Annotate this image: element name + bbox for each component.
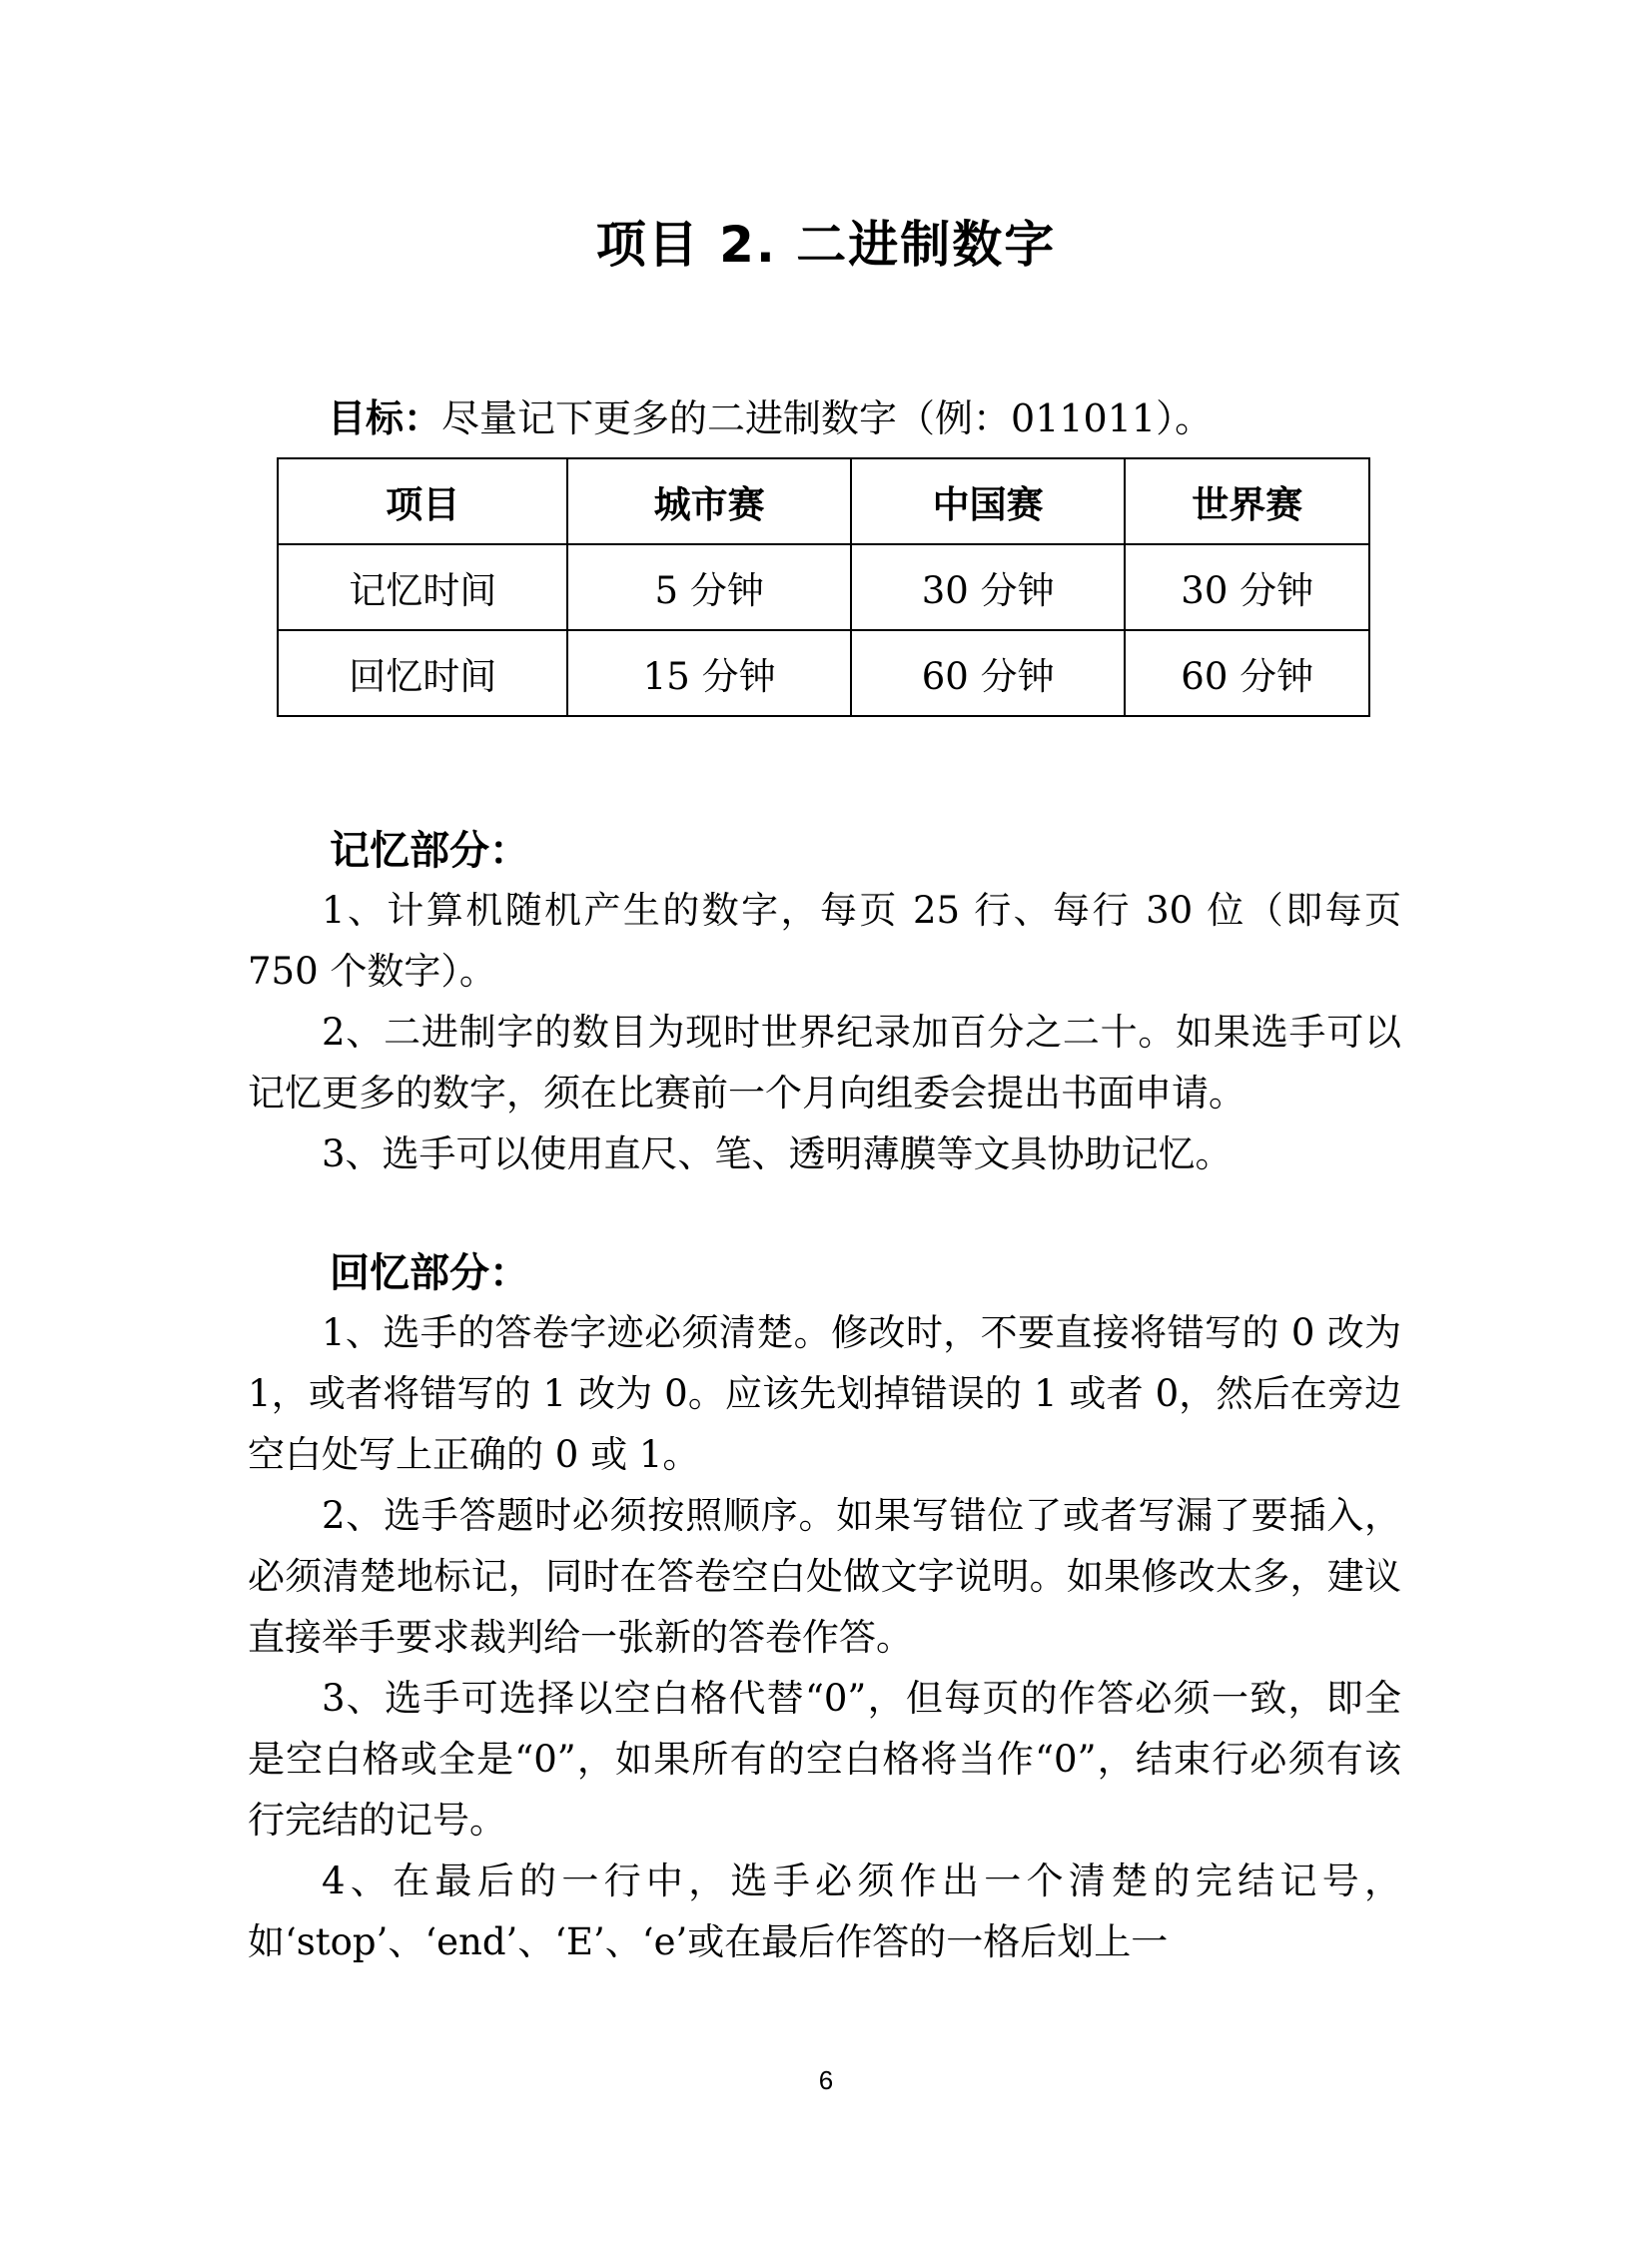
paragraph: 3、选手可选择以空白格代替“0”，但每页的作答必须一致，即全是空白格或全是“0”，如果所有的空白格将当作“0”，结束行必须有该行完结的记号。 [248, 1677, 1401, 1842]
page-number: 6 [818, 2065, 834, 2095]
table-row [278, 544, 1369, 630]
table-header-cell: 城市赛 [567, 458, 850, 544]
table-header-row [278, 458, 1369, 544]
time-table [277, 457, 1370, 717]
paragraph: 1、选手的答卷字迹必须清楚。修改时，不要直接将错写的 0 改为 1，或者将错写的 1 改为 0。应该先划掉错误的 1 或者 0，然后在旁边空白处写上正确的 0 或 1。 [248, 1311, 1401, 1476]
table-cell: 60 分钟 [851, 630, 1126, 716]
paragraph: 4、在最后的一行中，选手必须作出一个清楚的完结记号，如‘stop’、‘end’、‘E’、‘e’或在最后作答的一格后划上一 [248, 1860, 1401, 1963]
objective-text: 尽量记下更多的二进制数字（例：011011）。 [441, 396, 1214, 440]
table-header-cell: 中国赛 [851, 458, 1126, 544]
table-header-cell: 项目 [278, 458, 567, 544]
page-title: 项目 2. 二进制数字 [595, 216, 1057, 274]
memory-section-body [248, 880, 1401, 1184]
paragraph: 2、二进制字的数目为现时世界纪录加百分之二十。如果选手可以记忆更多的数字，须在比赛前一个月向组委会提出书面申请。 [248, 1011, 1401, 1115]
paragraph: 1、计算机随机产生的数字，每页 25 行、每行 30 位（即每页 750 个数字）。 [248, 889, 1401, 993]
table-row [278, 630, 1369, 716]
recall-section-heading: 回忆部分： [330, 1250, 529, 1296]
objective-label: 目标： [328, 396, 442, 440]
memory-section-heading: 记忆部分： [330, 828, 529, 874]
paragraph: 3、选手可以使用直尺、笔、透明薄膜等文具协助记忆。 [322, 1132, 1233, 1175]
table-cell: 15 分钟 [567, 630, 850, 716]
table-cell: 回忆时间 [278, 630, 567, 716]
table-cell: 记忆时间 [278, 544, 567, 630]
table-cell: 30 分钟 [851, 544, 1126, 630]
table-cell: 5 分钟 [567, 544, 850, 630]
table-header-cell: 世界赛 [1125, 458, 1369, 544]
table-cell: 30 分钟 [1125, 544, 1369, 630]
recall-section-body [248, 1302, 1401, 1972]
paragraph: 2、选手答题时必须按照顺序。如果写错位了或者写漏了要插入，必须清楚地标记，同时在答卷空白处做文字说明。如果修改太多，建议直接举手要求裁判给一张新的答卷作答。 [248, 1494, 1401, 1659]
table-cell: 60 分钟 [1125, 630, 1369, 716]
objective [328, 387, 1213, 442]
